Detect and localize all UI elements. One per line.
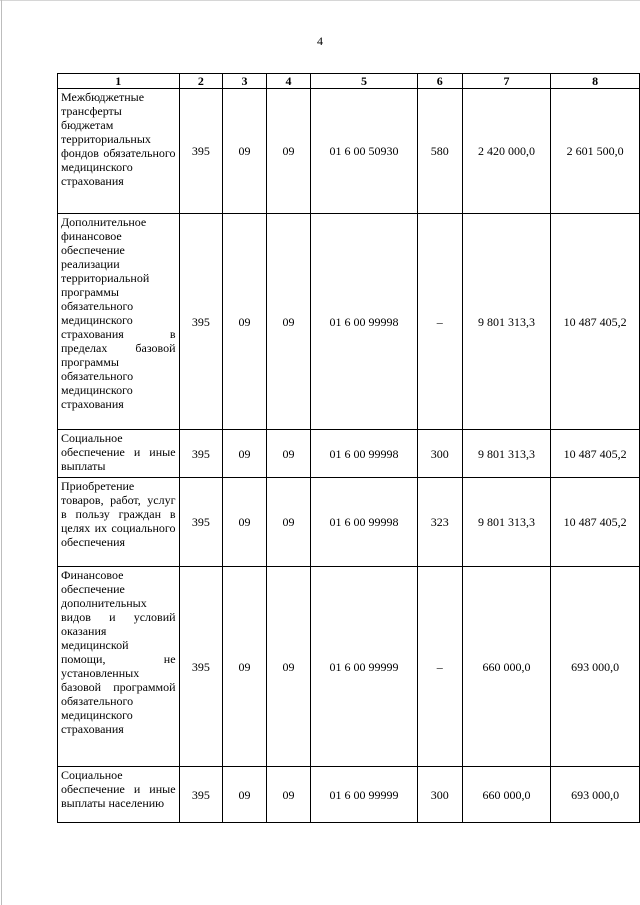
row-col8: 2 601 500,0	[551, 89, 640, 214]
table-row	[58, 478, 640, 567]
page-left-edge	[1, 0, 2, 905]
row-col7: 9 801 313,3	[462, 430, 551, 478]
row-col6: 300	[417, 430, 462, 478]
row-col8: 10 487 405,2	[551, 430, 640, 478]
row-col3: 09	[223, 214, 266, 430]
row-name: Дополнительное финансовое обеспечение реализации территориальной программы обязательного медицинского страхования в пределах базовой программы обязательного медицинского страхования	[58, 214, 180, 430]
column-header-7: 7	[462, 74, 551, 89]
row-col8: 693 000,0	[551, 767, 640, 823]
column-header-2: 2	[179, 74, 223, 89]
row-col8: 693 000,0	[551, 567, 640, 767]
row-col5: 01 6 00 99998	[311, 478, 418, 567]
table-row	[58, 214, 640, 430]
row-col7: 9 801 313,3	[462, 478, 551, 567]
row-col7: 9 801 313,3	[462, 214, 551, 430]
row-name: Социальное обеспечение и иные выплаты населению	[58, 767, 180, 823]
row-col8: 10 487 405,2	[551, 478, 640, 567]
row-col4: 09	[266, 767, 310, 823]
row-col5: 01 6 00 99998	[311, 214, 418, 430]
row-col4: 09	[266, 567, 310, 767]
row-col5: 01 6 00 99999	[311, 567, 418, 767]
row-col2: 395	[179, 478, 223, 567]
row-col4: 09	[266, 214, 310, 430]
row-col2: 395	[179, 767, 223, 823]
table-row	[58, 567, 640, 767]
row-col3: 09	[223, 478, 266, 567]
row-col8: 10 487 405,2	[551, 214, 640, 430]
column-header-6: 6	[417, 74, 462, 89]
row-col4: 09	[266, 89, 310, 214]
row-col6: –	[417, 214, 462, 430]
row-col6: 580	[417, 89, 462, 214]
row-col7: 660 000,0	[462, 567, 551, 767]
row-name: Финансовое обеспечение дополнительных видов и условий оказания медицинской помощи, не установленных базовой программой обязательного медицинского страхования	[58, 567, 180, 767]
row-name: Социальное обеспечение и иные выплаты	[58, 430, 180, 478]
row-col2: 395	[179, 214, 223, 430]
table-row	[58, 767, 640, 823]
budget-table	[57, 73, 640, 823]
row-col3: 09	[223, 89, 266, 214]
column-header-4: 4	[266, 74, 310, 89]
row-col2: 395	[179, 89, 223, 214]
column-header-5: 5	[311, 74, 418, 89]
column-header-1: 1	[58, 74, 180, 89]
table-row	[58, 89, 640, 214]
row-col4: 09	[266, 478, 310, 567]
row-col2: 395	[179, 430, 223, 478]
row-col3: 09	[223, 430, 266, 478]
page-number: 4	[317, 34, 323, 48]
page-top-edge	[0, 0, 640, 1]
row-col3: 09	[223, 567, 266, 767]
row-col7: 660 000,0	[462, 767, 551, 823]
table-header-row	[58, 74, 640, 89]
table-row	[58, 430, 640, 478]
row-col6: 300	[417, 767, 462, 823]
row-col2: 395	[179, 567, 223, 767]
row-name: Межбюджетные трансферты бюджетам территориальных фондов обязательного медицинского страхования	[58, 89, 180, 214]
row-name: Приобретение товаров, работ, услуг в пользу граждан в целях их социального обеспечения	[58, 478, 180, 567]
row-col6: –	[417, 567, 462, 767]
row-col4: 09	[266, 430, 310, 478]
column-header-3: 3	[223, 74, 266, 89]
row-col6: 323	[417, 478, 462, 567]
column-header-8: 8	[551, 74, 640, 89]
row-col3: 09	[223, 767, 266, 823]
row-col7: 2 420 000,0	[462, 89, 551, 214]
row-col5: 01 6 00 50930	[311, 89, 418, 214]
row-col5: 01 6 00 99998	[311, 430, 418, 478]
row-col5: 01 6 00 99999	[311, 767, 418, 823]
